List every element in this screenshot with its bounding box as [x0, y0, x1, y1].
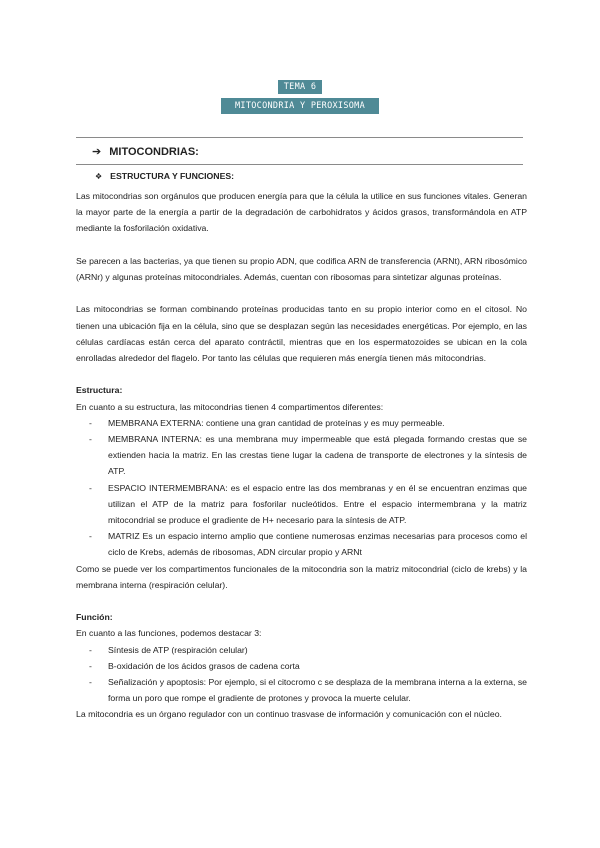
subsection-heading — [95, 171, 234, 181]
list-item: - MEMBRANA EXTERNA: contiene una gran cantidad de proteínas y es muy permeable. — [76, 415, 527, 431]
arrow-icon: ➔ — [92, 146, 102, 158]
dash-bullet: - — [89, 644, 92, 655]
topic-title: MITOCONDRIA Y PEROXISOMA — [221, 98, 379, 114]
paragraph-formation: Las mitocondrias se forman combinando proteínas producidas tanto en su propio interior como en el citosol. No tienen una ubicación fija en la célula, sino que se desplazan según las necesidades energéticas. Por ejemplo, en las células cardíacas están cerca del aparato contráctil, mientras que en los espermatozoides se ubican en la cola enrolladas alrededor del flagelo. Por tanto las células que requieren más energía tienen más mitocondrias. — [76, 304, 527, 363]
list-item: - MEMBRANA INTERNA: es una membrana muy impermeable que está plegada formando crestas que se extienden hacia la matriz. En las crestas tiene lugar la cadena de transporte de electrones y la síntesis de ATP. — [76, 431, 527, 480]
dash-bullet: - — [89, 531, 92, 542]
funcion-conclusion: La mitocondria es un órgano regulador con un continuo trasvase de información y comunicación con el núcleo. — [76, 709, 502, 720]
topic-title-banner — [0, 95, 600, 114]
subsection-title: ESTRUCTURA Y FUNCIONES: — [110, 171, 235, 181]
diamond-bullet-icon: ❖ — [95, 172, 103, 181]
estructura-heading: Estructura: — [76, 385, 123, 396]
funcion-list — [76, 642, 527, 707]
document-body — [76, 188, 527, 723]
section-heading — [92, 145, 199, 158]
section-title: MITOCONDRIAS: — [109, 146, 199, 158]
estructura-list — [76, 415, 527, 561]
paragraph-intro: Las mitocondrias son orgánulos que producen energía para que la célula la utilice en sus funciones vitales. Generan la mayor parte de la energía a partir de la degradación de carbohidratos y ácidos grasos, transformándola en ATP mediante la fosforilación oxidativa. — [76, 191, 527, 234]
funcion-intro: En cuanto a las funciones, podemos destacar 3: — [76, 628, 262, 639]
divider-top — [76, 137, 523, 138]
topic-number: TEMA 6 — [278, 80, 323, 94]
list-item: - Señalización y apoptosis: Por ejemplo, si el citocromo c se desplaza de la membrana interna a la externa, se forma un poro que rompe el gradiente de protones y provoca la muerte celular. — [76, 674, 527, 706]
list-item: - Síntesis de ATP (respiración celular) — [76, 642, 527, 658]
list-item: - Β-oxidación de los ácidos grasos de cadena corta — [76, 658, 527, 674]
funcion-heading: Función: — [76, 612, 113, 623]
topic-badge — [0, 76, 600, 94]
dash-bullet: - — [89, 417, 92, 428]
estructura-intro: En cuanto a su estructura, las mitocondrias tienen 4 compartimentos diferentes: — [76, 401, 384, 412]
dash-bullet: - — [89, 482, 92, 493]
list-item: - MATRIZ Es un espacio interno amplio que contiene numerosas enzimas necesarias para procesos como el ciclo de Krebs, además de ribosomas, ADN circular propio y ARNt — [76, 528, 527, 560]
divider-bottom — [76, 164, 523, 165]
dash-bullet: - — [89, 434, 92, 444]
estructura-conclusion: Como se puede ver los compartimentos funcionales de la mitocondria son la matriz mitocondrial (ciclo de krebs) y la membrana interna (respiración celular). — [76, 563, 527, 590]
list-item: - ESPACIO INTERMEMBRANA: es el espacio entre las dos membranas y en él se encuentran enzimas que utilizan el ATP de la matriz para fosforilar nucleótidos. Entre el espacio intermembrana y la matriz mitocondrial se produce el gradiente de H+ necesario para la síntesis de ATP. — [76, 480, 527, 529]
paragraph-bacteria: Se parecen a las bacterias, ya que tienen su propio ADN, que codifica ARN de transferencia (ARNt), ARN ribosómico (ARNr) y algunas proteínas mitocondriales. Además, cuentan con ribosomas para sintetizar algunas proteínas. — [76, 255, 527, 282]
dash-bullet: - — [89, 660, 92, 671]
dash-bullet: - — [89, 677, 92, 688]
